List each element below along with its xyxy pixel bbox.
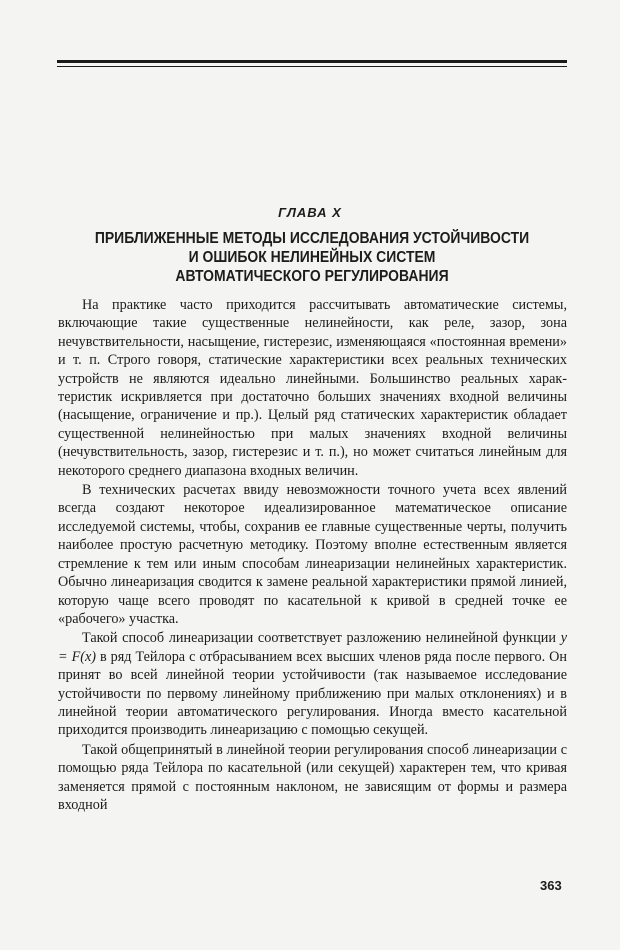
header-rule-thin xyxy=(57,66,567,67)
paragraph-2: В технических расчетах ввиду невозможности точного учета всех явлений всегда создают некоторое идеализированное математическое описание исследуемой системы, чтобы, сохранив ее главные существенные черты, получить наиболее простую расчетную методику. Поэтому вполне естественным является стремление к тем или иным способам линеаризации нелинейных характеристик. Обычно линеаризация сводится к замене реальной характеристики прямой линией, которую чаще всего проводят по касательной к кривой в средней точке ее «рабочего» участка. xyxy=(58,482,567,627)
header-rule-thick xyxy=(57,60,567,63)
body-text xyxy=(58,296,567,814)
chapter-title-line-3: АВТОМАТИЧЕСКОГО РЕГУЛИРОВАНИЯ xyxy=(175,268,449,285)
chapter-title-line-2: И ОШИБОК НЕЛИНЕЙНЫХ СИСТЕМ xyxy=(188,249,436,266)
formula-y-equals-f-of-x: y = F(x) xyxy=(58,630,567,665)
chapter-label: ГЛАВА X xyxy=(278,205,342,220)
paragraph-1: На практике часто приходится рассчитывать автоматические системы, включающие такие существенные нелинейности, как реле, зазор, зона нечувствительности, насыщение, гистерезис, изменяющаяся «постоянная времени» и т. п. Строго говоря, статические характеристики всех реальных технических устройств не являются идеально линейными. Большинство реальных характеристик искривляется при достаточно больших значениях входной величины (насыщение, ограничение и пр.). Целый ряд статических характеристик обладает существенной нелинейностью при малых значениях входной величины (нечувствительность, зазор, гистерезис и т. п.), но может считаться линейным для некоторого среднего диапазона входных величин. xyxy=(58,297,567,479)
chapter-title-line-1: ПРИБЛИЖЕННЫЕ МЕТОДЫ ИССЛЕДОВАНИЯ УСТОЙЧИВОСТИ xyxy=(94,230,530,247)
paragraph-3-text-start: Такой способ линеаризации соответствует разложению нелинейной функции xyxy=(82,630,561,647)
paragraph-4: Такой общепринятый в линейной теории регулирования способ линеаризации с помощью ряда Тейлора по касательной (или секущей) характерен тем, что кривая заменяется прямой с постоянным наклоном, не зависящим от формы и размера входной xyxy=(58,741,567,813)
page-number: 363 xyxy=(540,878,562,893)
paragraph-3-text-end: в ряд Тейлора с отбрасыванием всех высших членов ряда после первого. Он принят во всей линейной теории устойчивости (так называемое исследование устойчивости по первому линейному приближению при малых отклонениях) и в линейной теории автоматического регулирования. Иногда вместо касательной приходится производить линеаризацию с помощью секущей. xyxy=(58,648,567,739)
chapter-title xyxy=(83,229,542,286)
paragraph-3 xyxy=(58,629,567,739)
